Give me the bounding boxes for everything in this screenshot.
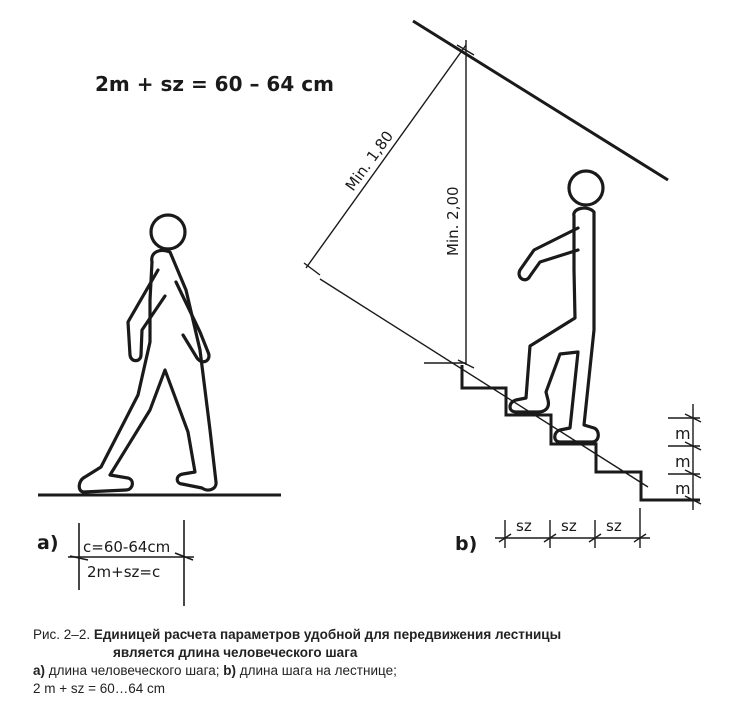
caption-a-text: длина человеческого шага; [45, 663, 224, 678]
riser-label-1: m [675, 424, 691, 443]
caption-line-2 [113, 644, 357, 661]
part-a-label: a) [37, 532, 59, 554]
caption-line-3 [33, 662, 397, 679]
pitch-line [320, 279, 648, 487]
caption-line-1 [33, 626, 561, 643]
tread-label-3: sz [606, 517, 622, 535]
riser-label-2: m [675, 452, 691, 471]
caption-b-text: длина шага на лестнице; [235, 663, 397, 678]
figure-number: Рис. 2–2. [33, 627, 91, 642]
riser-label-3: m [675, 479, 691, 498]
formula-top: 2m + sz = 60 – 64 cm [95, 72, 334, 96]
label-min-180: Min. 1,80 [341, 127, 398, 195]
tread-label-2: sz [561, 517, 577, 535]
caption-a-marker: a) [33, 663, 46, 678]
ceiling-line [413, 21, 668, 180]
caption-title-2: является длина человеческого шага [113, 645, 358, 660]
caption-title-1: Единицей расчета параметров удобной для передвижения лестницы [93, 627, 562, 642]
walking-person-icon [79, 215, 216, 492]
dimension-a-top: c=60-64cm [83, 538, 171, 556]
climbing-person-icon [510, 171, 603, 442]
tread-label-1: sz [516, 517, 532, 535]
caption-line-4: 2 m + sz = 60…64 cm [33, 681, 166, 696]
dimension-a-bottom: 2m+sz=c [87, 563, 161, 581]
part-b-label: b) [455, 533, 478, 555]
label-min-200: Min. 2,00 [444, 186, 462, 256]
stair-profile [462, 365, 700, 500]
caption-b-marker: b) [223, 663, 236, 678]
